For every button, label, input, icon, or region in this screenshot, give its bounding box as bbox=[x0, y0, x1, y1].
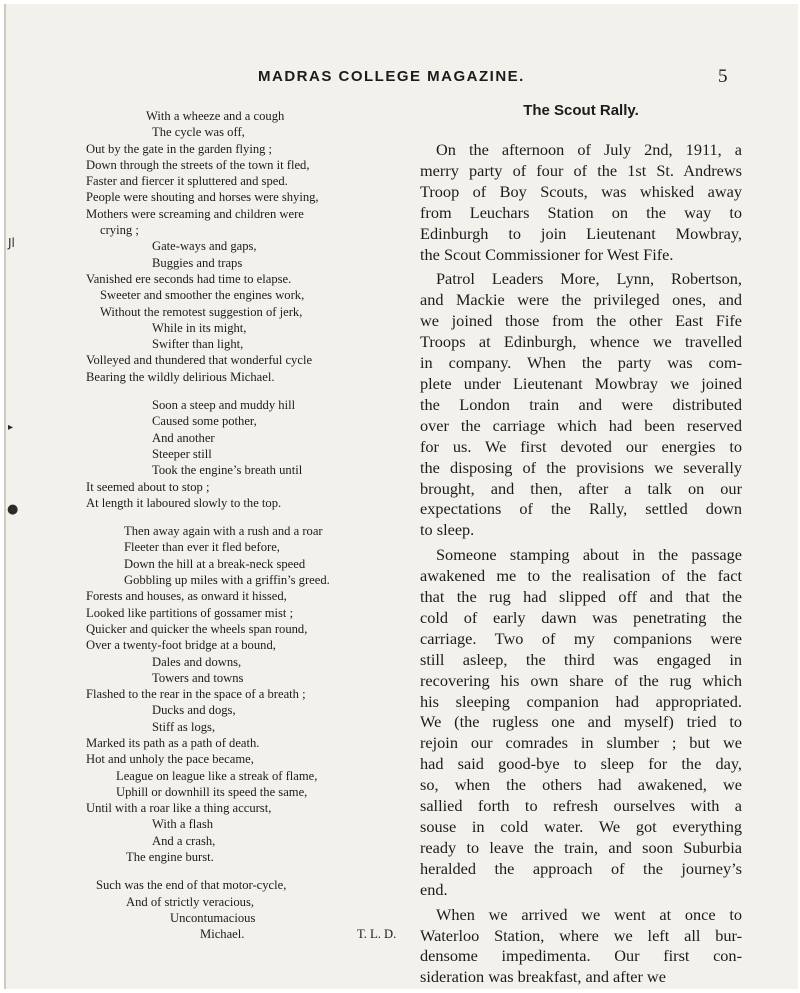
poem-line: It seemed about to stop ; bbox=[86, 479, 210, 494]
poem-line: Bearing the wildly delirious Michael. bbox=[86, 369, 275, 384]
article-line: Someone stamping about in the passage bbox=[436, 545, 742, 565]
article-line: to sleep. bbox=[420, 520, 475, 540]
article-line: Troops at Edinburgh, whence we travelled bbox=[420, 332, 742, 352]
poem-line: Looked like partitions of gossamer mist ; bbox=[86, 605, 294, 620]
article-line: Waterloo Station, where we left all bur- bbox=[420, 925, 742, 945]
poem-line: Caused some pother, bbox=[152, 414, 257, 429]
poem-line: Volleyed and thundered that wonderful cycle bbox=[86, 353, 313, 368]
poem-line: Buggies and traps bbox=[152, 255, 243, 270]
margin-mark: Jl bbox=[8, 236, 15, 250]
article-line: the London train and were distributed bbox=[420, 394, 742, 414]
article-paragraph bbox=[420, 140, 742, 265]
article-line: When we arrived we went at once to bbox=[436, 904, 742, 924]
article-line: sideration was breakfast, and after we bbox=[420, 967, 666, 987]
poem-line: Fleeter than ever it fled before, bbox=[124, 540, 280, 555]
poem-line: Down the hill at a break-neck speed bbox=[124, 556, 306, 571]
stanza-gap bbox=[86, 511, 416, 523]
poem-line: And a crash, bbox=[152, 833, 216, 848]
poem-line: Uncontumacious bbox=[170, 910, 256, 925]
article-line: that the rug had slipped off and that the bbox=[420, 587, 742, 607]
poem-line: Such was the end of that motor-cycle, bbox=[96, 878, 287, 893]
poem-line: The engine burst. bbox=[126, 850, 214, 865]
article-line: expectations of the Rally, settled down bbox=[420, 499, 742, 519]
article-line: We (the rugless one and myself) tried to bbox=[420, 712, 742, 732]
poem-line: Uphill or downhill its speed the same, bbox=[116, 784, 308, 799]
poem-line: Ducks and dogs, bbox=[152, 703, 236, 718]
poem-line: Quicker and quicker the wheels span round, bbox=[86, 621, 308, 636]
article-line: the disposing of the provisions we severally bbox=[420, 457, 742, 477]
poem-stanza bbox=[86, 877, 416, 942]
poem-line: Sweeter and smoother the engines work, bbox=[100, 288, 305, 303]
article-line: still asleep, the third was engaged in bbox=[420, 649, 742, 669]
author-signature: T. L. D. bbox=[357, 927, 397, 942]
poem-line: Hot and unholy the pace became, bbox=[86, 752, 254, 767]
poem-line: Marked its path as a path of death. bbox=[86, 735, 260, 750]
poem-line: Then away again with a rush and a roar bbox=[124, 524, 323, 539]
article-line: Edinburgh to join Lieutenant Mowbray, bbox=[420, 223, 742, 243]
article-line: heralded the approach of the journey’s bbox=[420, 858, 742, 878]
stanza-gap bbox=[86, 865, 416, 877]
poem-line: Gobbling up miles with a griffin’s greed. bbox=[124, 573, 330, 588]
poem-line: Soon a steep and muddy hill bbox=[152, 398, 296, 413]
poem-line: Down through the streets of the town it fled, bbox=[86, 157, 310, 172]
poem-line: Over a twenty-foot bridge at a bound, bbox=[86, 638, 276, 653]
article-paragraph bbox=[420, 905, 742, 989]
poem-line: And of strictly veracious, bbox=[126, 894, 255, 909]
article-line: for us. We first devoted our energies to bbox=[420, 436, 742, 456]
magazine-title: MADRAS COLLEGE MAGAZINE. bbox=[258, 68, 525, 85]
article-line: awakened me to the realisation of the fact bbox=[420, 566, 742, 586]
article-body bbox=[420, 140, 742, 988]
poem-line: The cycle was off, bbox=[152, 125, 245, 140]
article-line: his sleeping companion had appropriated. bbox=[420, 691, 742, 711]
article-line: Troop of Boy Scouts, was whisked away bbox=[420, 181, 742, 201]
article-line: souse in cold water. We got everything bbox=[420, 817, 742, 836]
article-line: plete under Lieutenant Mowbray we joined bbox=[420, 373, 742, 393]
poem-line: People were shouting and horses were shying, bbox=[86, 190, 319, 205]
poem-line: Vanished ere seconds had time to elapse. bbox=[86, 271, 292, 286]
poem-stanza bbox=[86, 397, 416, 511]
poem-line: Dales and downs, bbox=[152, 654, 242, 669]
article-line: the Scout Commissioner for West Fife. bbox=[420, 244, 674, 264]
article-line: over the carriage which had been reserved bbox=[420, 415, 742, 435]
poem-column bbox=[86, 108, 416, 943]
article-line: merry party of four of the 1st St. Andrews bbox=[420, 160, 742, 180]
article-paragraph bbox=[420, 545, 742, 900]
article-line: cold of early dawn was penetrating the bbox=[420, 607, 742, 627]
poem-line: Steeper still bbox=[152, 446, 212, 461]
poem-line: Michael. T. L. D. bbox=[200, 927, 397, 942]
poem-line: Forests and houses, as onward it hissed, bbox=[86, 589, 287, 604]
article-column bbox=[420, 102, 742, 992]
article-line: in company. When the party was com- bbox=[420, 353, 742, 373]
article-line: sallied forth to refresh ourselves with a bbox=[420, 796, 742, 816]
article-line: On the afternoon of July 2nd, 1911, a bbox=[436, 140, 742, 159]
poem-line: Until with a roar like a thing accurst, bbox=[86, 801, 272, 816]
poem-line: Took the engine’s breath until bbox=[152, 463, 303, 478]
article-title: The Scout Rally. bbox=[523, 102, 639, 119]
stanza-gap bbox=[86, 385, 416, 397]
poem-line: Swifter than light, bbox=[152, 337, 244, 352]
article-line: from Leuchars Station on the way to bbox=[420, 202, 742, 222]
poem-line: And another bbox=[152, 430, 215, 445]
poem-stanza bbox=[86, 108, 416, 385]
article-line: end. bbox=[420, 879, 448, 899]
poem-line: Stiff as logs, bbox=[152, 719, 216, 734]
margin-mark: ● bbox=[7, 502, 19, 517]
poem-line: crying ; bbox=[100, 223, 139, 238]
poem-line: Mothers were screaming and children were bbox=[86, 206, 304, 221]
article-line: had said good-bye to sleep for the day, bbox=[420, 754, 742, 774]
article-line: rejoin our comrades in slumber ; but we bbox=[420, 733, 742, 753]
article-line: brought, and then, after a talk on our bbox=[420, 478, 742, 498]
article-line: and Mackie were the privileged ones, and bbox=[420, 290, 742, 310]
article-line: we joined those from the other East Fife bbox=[420, 311, 742, 331]
margin-mark: ▸ bbox=[8, 422, 14, 433]
poem-line: Out by the gate in the garden flying ; bbox=[86, 141, 273, 156]
article-line: carriage. Two of my companions were bbox=[420, 628, 742, 648]
poem-line: Faster and fiercer it spluttered and sped. bbox=[86, 174, 288, 189]
article-paragraph bbox=[420, 269, 742, 541]
poem-line: League on league like a streak of flame, bbox=[116, 768, 318, 783]
poem-line: Without the remotest suggestion of jerk, bbox=[100, 304, 303, 319]
article-line: so, when the others had awakened, we bbox=[420, 775, 742, 795]
article-line: Patrol Leaders More, Lynn, Robertson, bbox=[436, 269, 742, 289]
article-line: ready to leave the train, and soon Suburbia bbox=[420, 837, 742, 857]
poem-line: Towers and towns bbox=[152, 670, 244, 685]
magazine-page bbox=[4, 4, 798, 989]
page-header bbox=[6, 68, 798, 92]
poem-line: Gate-ways and gaps, bbox=[152, 239, 257, 254]
page-number: 5 bbox=[718, 66, 728, 87]
poem-line: With a wheeze and a cough bbox=[146, 109, 285, 123]
article-line: recovering his own share of the rug which bbox=[420, 670, 742, 690]
poem-line: At length it laboured slowly to the top. bbox=[86, 495, 282, 510]
poem-line: Flashed to the rear in the space of a breath ; bbox=[86, 687, 306, 702]
poem-line: While in its might, bbox=[152, 320, 247, 335]
poem-stanza bbox=[86, 523, 416, 865]
article-line: densome impedimenta. Our first con- bbox=[420, 946, 742, 966]
poem-line: With a flash bbox=[152, 817, 214, 832]
